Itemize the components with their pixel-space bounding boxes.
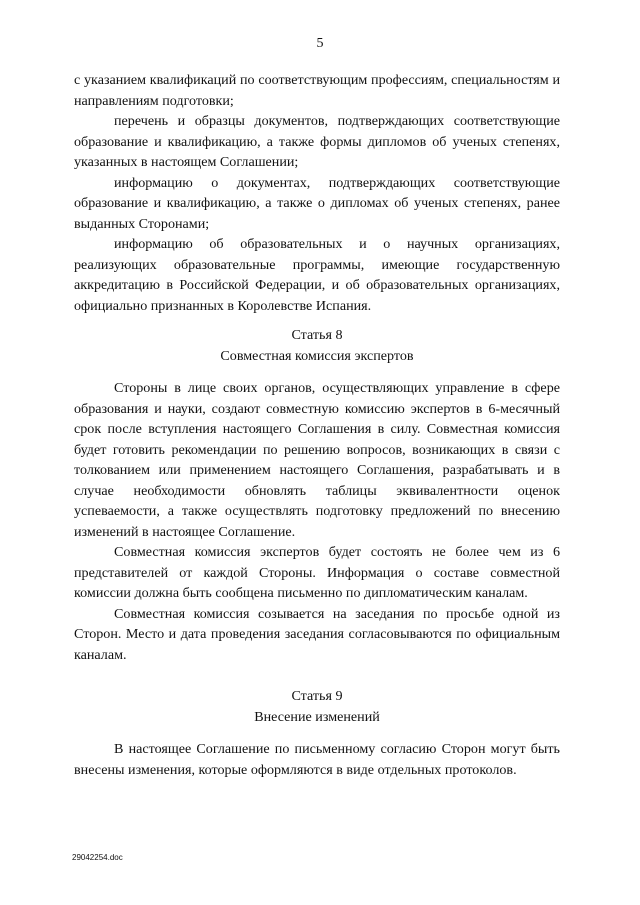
article-8-body	[74, 378, 560, 665]
article-9-heading	[74, 686, 560, 727]
article-title: Внесение изменений	[254, 708, 380, 725]
article-number: Статья 9	[291, 688, 343, 704]
list-item: с указанием квалификаций по соответствующим профессиям, специальностям и направлениям подготовки;	[74, 72, 560, 109]
article-9-body	[74, 739, 560, 780]
list-item: информацию о документах, подтверждающих соответствующие образование и квалификацию, а также о дипломах об ученых степенях, ранее выданных Сторонами;	[74, 174, 560, 232]
article-title: Совместная комиссия экспертов	[220, 347, 414, 364]
list-item: информацию об образовательных и о научных организациях, реализующих образовательные программы, имеющие государственную аккредитацию в Российской Федерации, и об образовательных организациях, официально признанных в Королевстве Испания.	[74, 236, 560, 314]
paragraph: Стороны в лице своих органов, осуществляющих управление в сфере образования и науки, создают совместную комиссию экспертов в 6-месячный срок после вступления настоящего Соглашения в силу. Совместная комиссия будет готовить рекомендации по решению вопросов, возникающих в связи с толкованием или применением настоящего Соглашения, разрабатывать и в случае необходимости обновлять таблицы эквивалентности оценок успеваемости, а также осуществлять подготовку предложений по внесению изменений в настоящее Соглашение.	[74, 380, 560, 540]
page-number: 5	[316, 36, 324, 51]
list-item: перечень и образцы документов, подтверждающих соответствующие образование и квалификацию, а также формы дипломов об ученых степенях, указанных в настоящем Соглашении;	[74, 113, 560, 170]
paragraph: Совместная комиссия экспертов будет состоять не более чем из 6 представителей от каждой Стороны. Информация о составе совместной комиссии должна быть сообщена письменно по дипломатическим каналам.	[74, 544, 560, 601]
paragraph: Совместная комиссия созывается на заседания по просьбе одной из Сторон. Место и дата проведения заседания согласовываются по официальным каналам.	[74, 605, 560, 663]
list-block	[74, 70, 560, 316]
paragraph: В настоящее Соглашение по письменному согласию Сторон могут быть внесены изменения, которые оформляются в виде отдельных протоколов.	[74, 741, 560, 778]
article-8-heading	[74, 325, 560, 366]
file-name-footer: 29042254.doc	[72, 853, 123, 862]
article-number: Статья 8	[291, 327, 343, 343]
